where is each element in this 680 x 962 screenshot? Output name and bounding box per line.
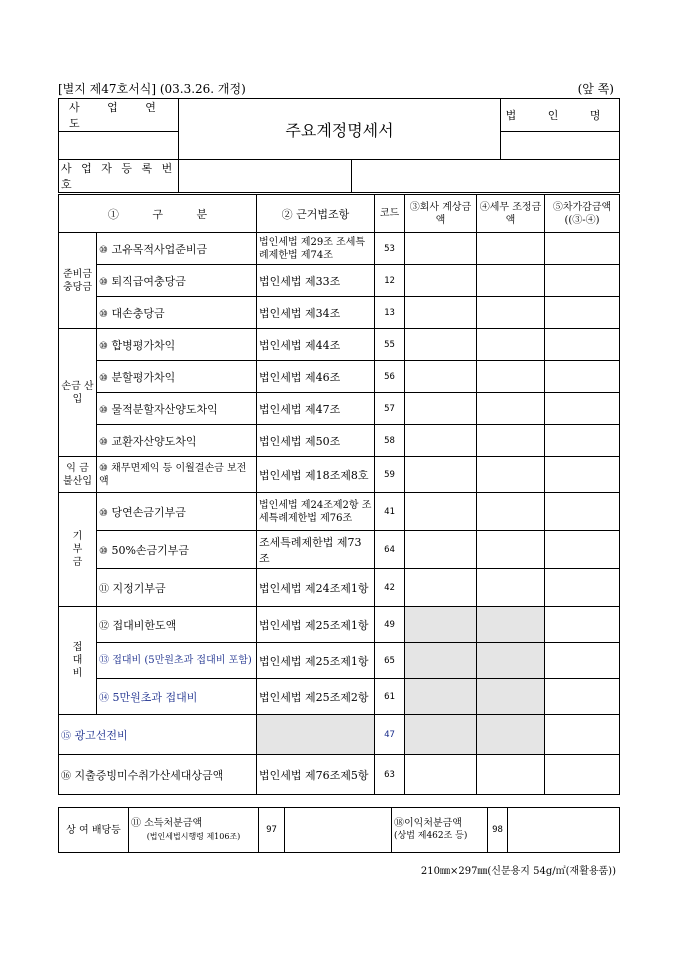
row-law: 조세특례제한법 제73조	[257, 531, 375, 569]
form-number: [별지 제47호서식] (03.3.26. 개정)	[58, 82, 246, 96]
row-law: 법인세법 제25조제1항	[257, 607, 375, 643]
corp-name-label: 법 인 명	[501, 99, 620, 132]
row-code: 12	[375, 265, 405, 297]
row-code: 63	[375, 755, 405, 795]
row-label: ⑩ 퇴직급여충당금	[97, 265, 257, 297]
income-disposal-field[interactable]	[285, 808, 392, 853]
header-table	[58, 98, 620, 193]
row-law: 법인세법 제47조	[257, 393, 375, 425]
col-tax: ④세무 조정금액	[477, 195, 545, 233]
row-code: 56	[375, 361, 405, 393]
bottom-table	[58, 807, 620, 853]
profit-disposal-code: 98	[488, 808, 508, 853]
group-entertain: 접 대 비	[59, 607, 97, 715]
col-code: 코드	[375, 195, 405, 233]
business-year-field[interactable]	[59, 132, 179, 160]
row-code: 53	[375, 233, 405, 265]
group-donation: 기 부 금	[59, 493, 97, 607]
row-law: 법인세법 제25조제1항	[257, 643, 375, 679]
row-code: 57	[375, 393, 405, 425]
row-law: 법인세법 제25조제2항	[257, 679, 375, 715]
row-label: ⑮ 광고선전비	[59, 715, 257, 755]
col-company: ③회사 계상금액	[405, 195, 477, 233]
col-law: ② 근거법조항	[257, 195, 375, 233]
row-code: 49	[375, 607, 405, 643]
row-label: ⑩ 물적분할자산양도차익	[97, 393, 257, 425]
row-label: ⑩ 합병평가차익	[97, 329, 257, 361]
row-law	[257, 715, 375, 755]
row-law: 법인세법 제33조	[257, 265, 375, 297]
reg-no-field-2[interactable]	[352, 160, 620, 193]
row-code: 41	[375, 493, 405, 531]
row-code: 55	[375, 329, 405, 361]
paper-spec: 210㎜×297㎜(신문용지 54g/㎡(재활용품))	[420, 866, 616, 877]
row-code: 42	[375, 569, 405, 607]
col-diff: ⑤차가감금액 ((③-④)	[545, 195, 620, 233]
row-label: ⑩ 대손충당금	[97, 297, 257, 329]
row-code: 58	[375, 425, 405, 457]
row-label: ⑩ 고유목적사업준비금	[97, 233, 257, 265]
row-law: 법인세법 제24조제2항 조세특례제한법 제76조	[257, 493, 375, 531]
row-law: 법인세법 제24조제1항	[257, 569, 375, 607]
business-year-label: 사 업 연 도	[59, 99, 179, 132]
row-law: 법인세법 제34조	[257, 297, 375, 329]
row-label: ⑫ 접대비한도액	[97, 607, 257, 643]
group-loss: 손금 산입	[59, 329, 97, 457]
row-code: 59	[375, 457, 405, 493]
row-label: ⑯ 지출증빙미수취가산세대상금액	[59, 755, 257, 795]
row-law: 법인세법 제76조제5항	[257, 755, 375, 795]
row-label: ⑬ 접대비 (5만원초과 접대비 포함)	[97, 643, 257, 679]
profit-disposal-label: ⑱이익처분금액 (상법 제462조 등)	[392, 808, 488, 853]
group-reserve: 준비금 충당금	[59, 233, 97, 329]
row-code: 64	[375, 531, 405, 569]
row-label: ⑩ 50%손금기부금	[97, 531, 257, 569]
bonus-label: 상 여 배당등	[59, 808, 129, 853]
row-label: ⑩ 채무면제익 등 이월결손금 보전액	[97, 457, 257, 493]
row-code: 65	[375, 643, 405, 679]
reg-no-field-1[interactable]	[179, 160, 352, 193]
row-law: 법인세법 제46조	[257, 361, 375, 393]
row-code: 61	[375, 679, 405, 715]
row-label: ⑩ 교환자산양도차익	[97, 425, 257, 457]
row-law: 법인세법 제44조	[257, 329, 375, 361]
main-table	[58, 194, 620, 795]
row-label: ⑩ 당연손금기부금	[97, 493, 257, 531]
group-profit: 익 금 불산입	[59, 457, 97, 493]
income-disposal-code: 97	[259, 808, 285, 853]
page-side: (앞 쪽)	[577, 82, 614, 96]
row-law: 법인세법 제50조	[257, 425, 375, 457]
reg-no-label: 사 업 자 등 록 번 호	[59, 160, 179, 193]
income-disposal-label: ⑪ 소득처분금액 (법인세법시행령 제106조)	[129, 808, 259, 853]
row-label: ⑭ 5만원초과 접대비	[97, 679, 257, 715]
col-category: ① 구 분	[59, 195, 257, 233]
profit-disposal-field[interactable]	[508, 808, 620, 853]
corp-name-field[interactable]	[501, 132, 620, 160]
row-law: 법인세법 제29조 조세특례제한법 제74조	[257, 233, 375, 265]
row-code: 47	[375, 715, 405, 755]
row-law: 법인세법 제18조제8호	[257, 457, 375, 493]
row-label: ⑪ 지정기부금	[97, 569, 257, 607]
row-label: ⑩ 분할평가차익	[97, 361, 257, 393]
row-code: 13	[375, 297, 405, 329]
form-title: 주요계정명세서	[179, 99, 501, 160]
